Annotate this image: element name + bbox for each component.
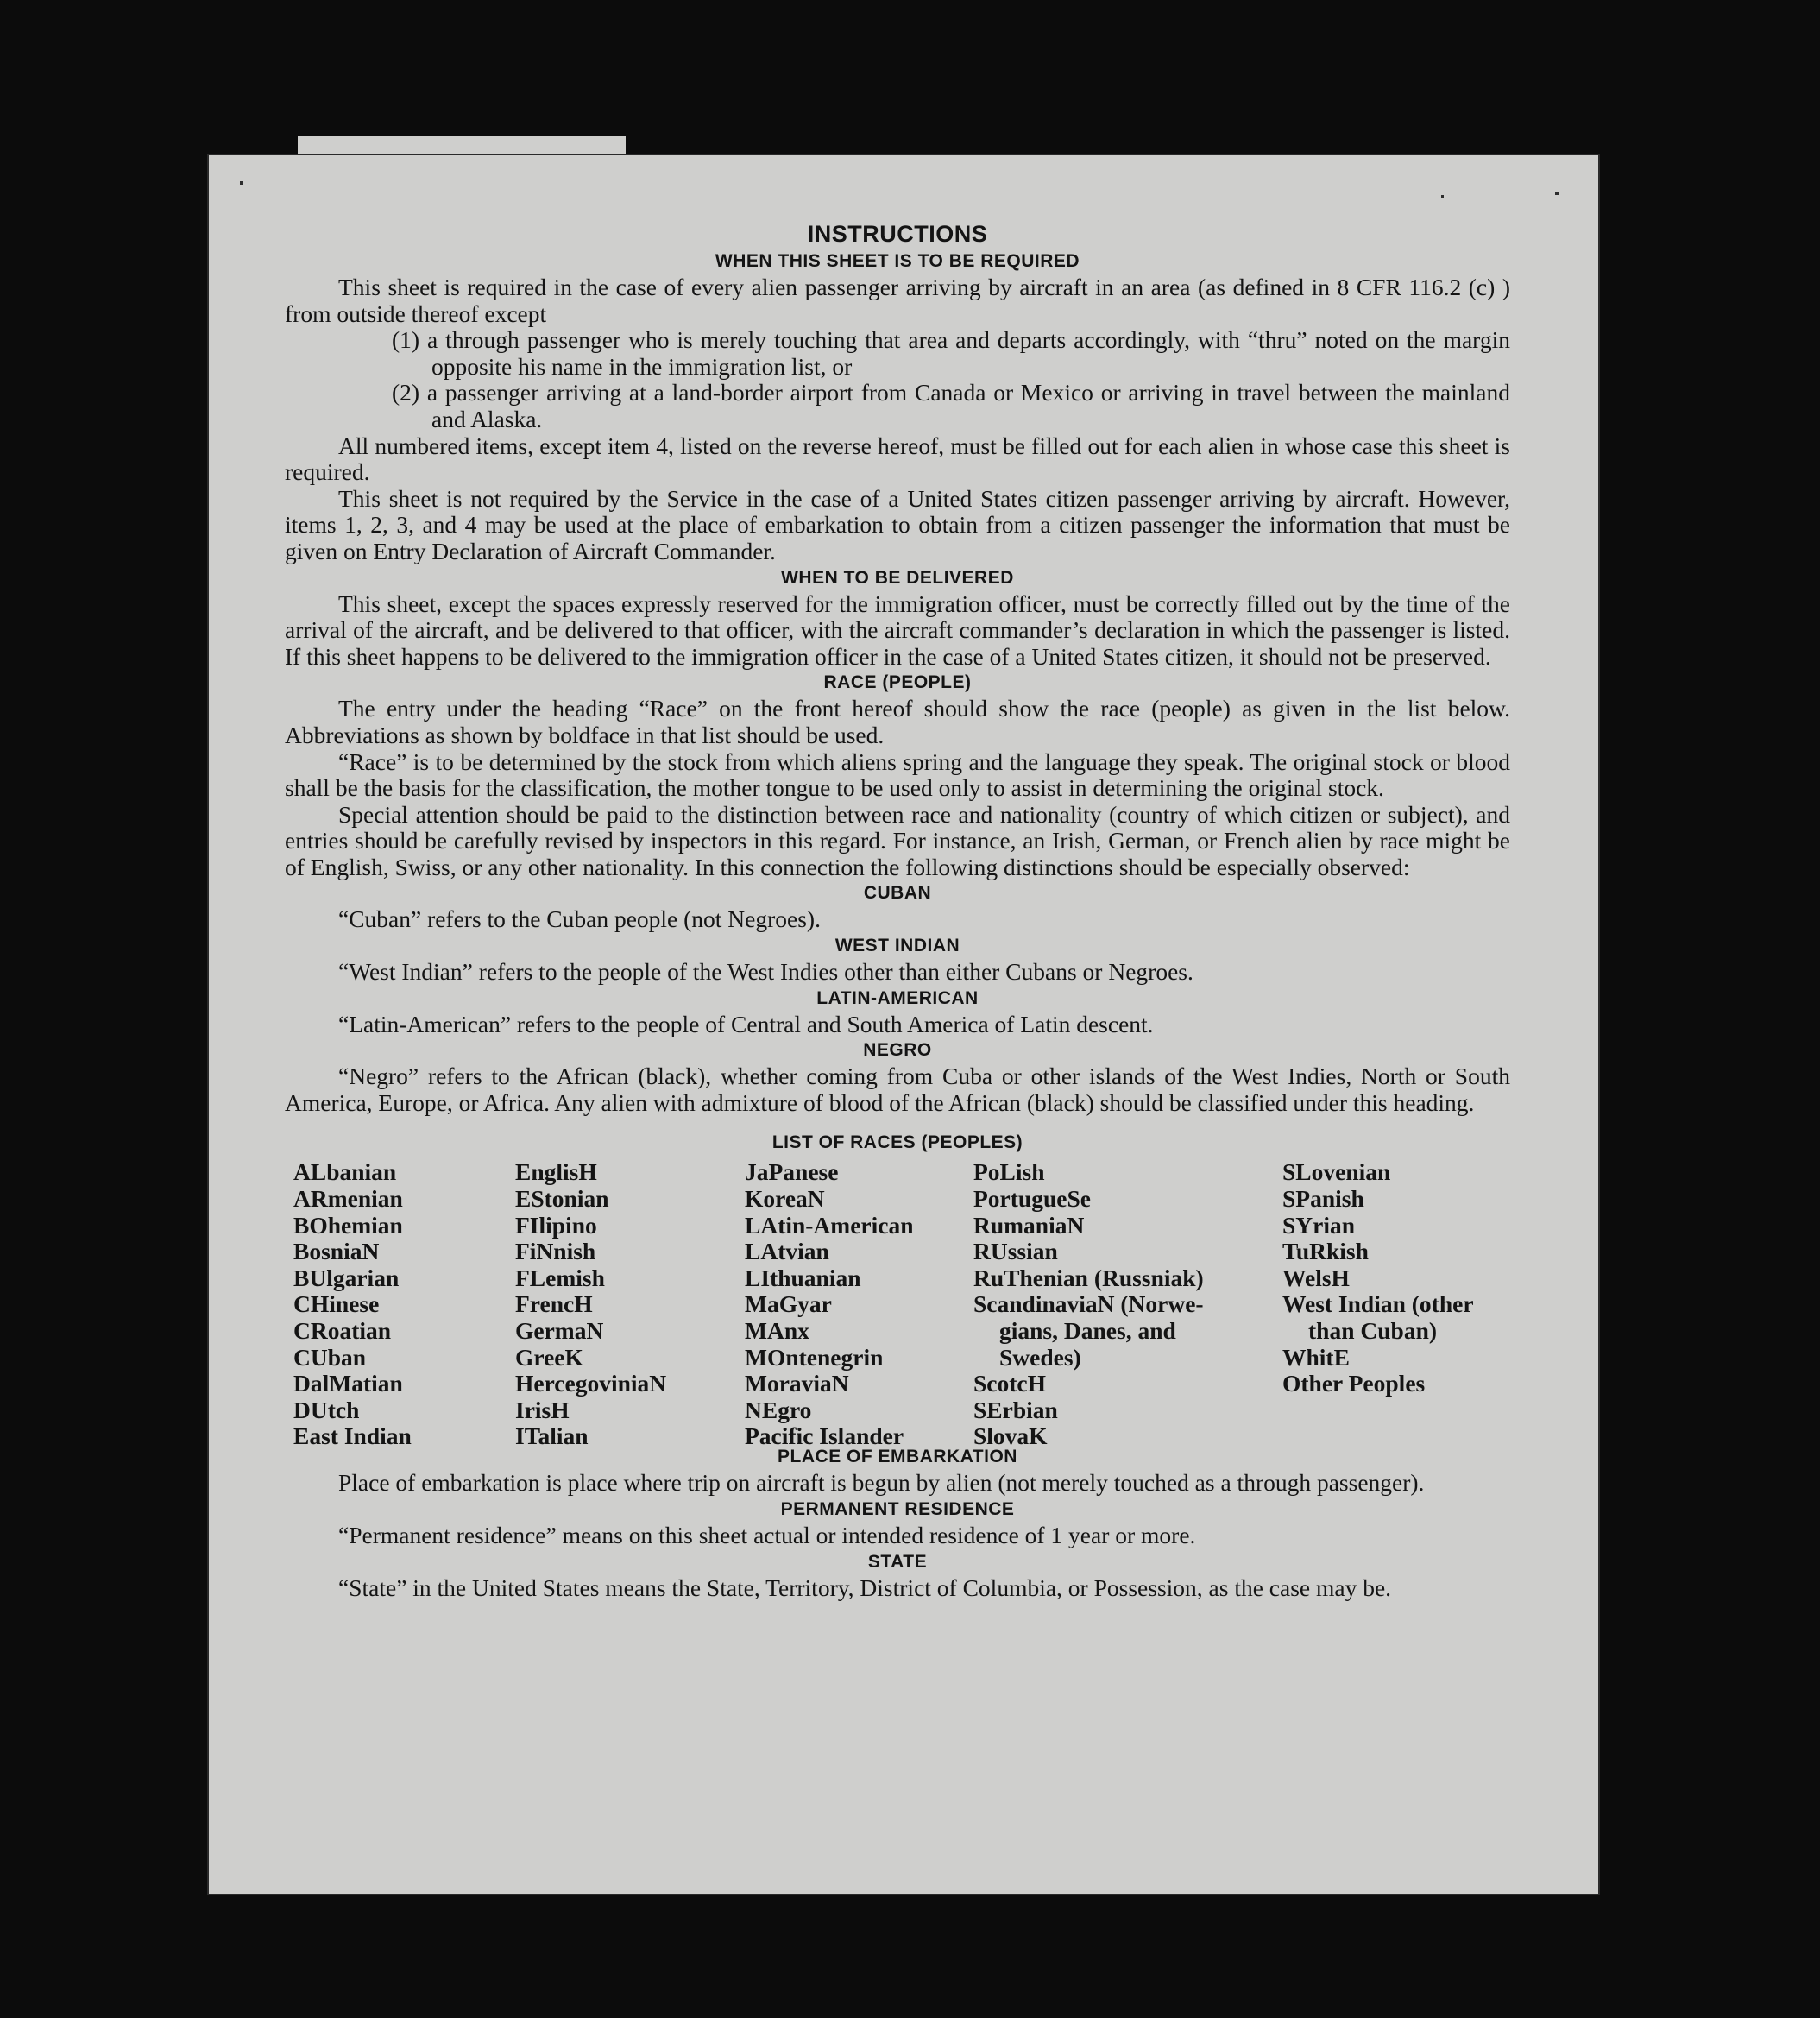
race-entry: East Indian — [293, 1422, 412, 1450]
race-entry: FLemish — [515, 1264, 605, 1291]
race-entry: SPanish — [1282, 1185, 1364, 1213]
race-entry: ALbanian — [293, 1158, 397, 1186]
paragraph: “Permanent residence” means on this sheet actual or intended residence of 1 year or more. — [338, 1522, 1196, 1549]
races-column-5 — [1282, 1159, 1474, 1397]
race-entry: GermaN — [515, 1317, 604, 1344]
race-entry: GreeK — [515, 1343, 583, 1371]
paragraph: This sheet is not required by the Service in the case of a United States citizen passenger arriving by aircraft. However, items 1, 2, 3, and 4 may be used at the place of embarkation to obtain from a citizen passenger the information that must be given on Entry Declaration of Aircraft Commander. — [285, 484, 1510, 564]
race-entry: FrencH — [515, 1290, 593, 1318]
race-entry: Other Peoples — [1282, 1370, 1426, 1397]
race-entry: EnglisH — [515, 1158, 597, 1186]
race-entry: CUban — [293, 1343, 367, 1371]
race-entry: MOntenegrin — [745, 1343, 884, 1371]
race-entry: LIthuanian — [745, 1264, 861, 1291]
race-entry: IrisH — [515, 1396, 570, 1423]
race-entry: SLovenian — [1282, 1158, 1391, 1186]
race-entry: MAnx — [745, 1317, 809, 1344]
race-entry: JaPanese — [745, 1158, 839, 1186]
race-entry: NEgro — [745, 1396, 812, 1423]
section-heading-residence: PERMANENT RESIDENCE — [780, 1499, 1015, 1520]
speck — [1441, 195, 1444, 198]
subheading-west-indian: WEST INDIAN — [834, 936, 960, 956]
paragraph: “Race” is to be determined by the stock from which aliens spring and the language they speak. The original stock or blood shall be the basis for the classification, the mother tongue to be used only to assist in determining the original stock. — [285, 747, 1510, 802]
race-entry: PoLish — [973, 1158, 1045, 1186]
paragraph: “State” in the United States means the State, Territory, District of Columbia, or Possession, as the case may be. — [338, 1573, 1392, 1601]
race-entry: BOhemian — [293, 1211, 403, 1239]
race-entry: ScandinaviaN (Norwe- — [973, 1290, 1204, 1318]
race-entry: DalMatian — [293, 1370, 403, 1397]
paragraph: All numbered items, except item 4, listed on the reverse hereof, must be filled out for each alien in whose case this sheet is required. — [285, 432, 1510, 486]
subheading-cuban: CUBAN — [863, 883, 932, 904]
race-entry: MaGyar — [745, 1290, 832, 1318]
race-entry: KoreaN — [745, 1185, 825, 1213]
race-entry: West Indian (other — [1282, 1290, 1474, 1318]
race-entry: DUtch — [293, 1396, 360, 1423]
page-title: INSTRUCTIONS — [807, 221, 988, 247]
races-column-3 — [745, 1159, 914, 1450]
subheading-latin-american: LATIN-AMERICAN — [816, 987, 979, 1008]
race-entry-continued: gians, Danes, and — [999, 1317, 1176, 1344]
race-entry: EStonian — [515, 1185, 609, 1213]
races-table — [285, 1158, 1510, 1450]
races-column-4 — [973, 1159, 1204, 1450]
races-column-1 — [293, 1159, 412, 1450]
paragraph: This sheet is required in the case of every alien passenger arriving by aircraft in an area (as defined in 8 CFR 116.2 (c) ) from outside thereof except — [285, 274, 1510, 327]
paragraph: “West Indian” refers to the people of the West Indies other than either Cubans or Negroes. — [338, 958, 1193, 986]
race-entry: FIlipino — [515, 1211, 597, 1239]
list-item-1: (1) a through passenger who is merely touching that area and departs accordingly, with “thru” noted on the margin opposite his name in the immigration list, or — [392, 326, 1510, 380]
race-entry: HercegoviniaN — [515, 1370, 667, 1397]
race-entry: RUssian — [973, 1238, 1058, 1265]
race-entry: SErbian — [973, 1396, 1058, 1423]
section-heading-race: RACE (PEOPLE) — [823, 672, 972, 693]
paragraph: This sheet, except the spaces expressly reserved for the immigration officer, must be correctly filled out by the time of the arrival of the aircraft, and be delivered to that officer, with the aircraft commander’s declaration in which the passenger is listed. If this sheet happens to be delivered to the immigration officer in the case of a United States citizen, it should not be preserved. — [285, 590, 1510, 670]
document-sheet — [207, 154, 1600, 1895]
race-entry: MoraviaN — [745, 1370, 849, 1397]
race-entry: LAtin-American — [745, 1211, 914, 1239]
race-entry: TuRkish — [1282, 1238, 1369, 1265]
race-entry: RumaniaN — [973, 1211, 1085, 1239]
section-heading-list-of-races: LIST OF RACES (PEOPLES) — [771, 1132, 1023, 1153]
paragraph: “Negro” refers to the African (black), whether coming from Cuba or other islands of the West Indies, North or South America, Europe, or Africa. Any alien with admixture of blood of the African (black) should be classified under this heading. — [285, 1063, 1510, 1116]
race-entry: Pacific Islander — [745, 1422, 904, 1450]
paragraph: “Cuban” refers to the Cuban people (not Negroes). — [338, 905, 821, 933]
race-entry: CHinese — [293, 1290, 380, 1318]
section-heading-embarkation: PLACE OF EMBARKATION — [778, 1447, 1017, 1467]
race-entry: ARmenian — [293, 1185, 403, 1213]
race-entry: PortugueSe — [973, 1185, 1091, 1213]
race-entry: FiNnish — [515, 1238, 596, 1265]
races-column-2 — [515, 1159, 666, 1450]
race-entry-continued: than Cuban) — [1308, 1317, 1438, 1344]
race-entry: SlovaK — [973, 1422, 1048, 1450]
race-entry: SYrian — [1282, 1211, 1356, 1239]
speck — [240, 181, 243, 185]
paragraph: Place of embarkation is place where trip on aircraft is begun by alien (not merely touched as a through passenger). — [338, 1469, 1425, 1497]
race-entry: WhitE — [1282, 1343, 1350, 1371]
race-entry: BosniaN — [293, 1238, 380, 1265]
race-entry: CRoatian — [293, 1317, 392, 1344]
list-item-2: (2) a passenger arriving at a land-border airport from Canada or Mexico or arriving in travel between the mainland and Alaska. — [392, 379, 1510, 432]
speck — [1555, 192, 1559, 195]
race-entry: ScotcH — [973, 1370, 1047, 1397]
section-heading-state: STATE — [867, 1551, 928, 1572]
race-entry: RuThenian (Russniak) — [973, 1264, 1204, 1291]
race-entry: BUlgarian — [293, 1264, 400, 1291]
race-entry: ITalian — [515, 1422, 589, 1450]
paragraph: The entry under the heading “Race” on the front hereof should show the race (people) as given in the list below. Abbreviations as shown by boldface in that list should be used. — [285, 695, 1510, 748]
paragraph: “Latin-American” refers to the people of Central and South America of Latin descent. — [338, 1010, 1154, 1037]
instructions-body — [285, 219, 1510, 1601]
race-entry-continued: Swedes) — [999, 1343, 1081, 1371]
section-heading-required: WHEN THIS SHEET IS TO BE REQUIRED — [715, 251, 1080, 271]
paragraph: Special attention should be paid to the distinction between race and nationality (country of which citizen or subject), and entries should be carefully revised by inspectors in this regard. For instance, an Irish, German, or French alien by race might be of English, Swiss, or any other nationality. In this connection the following distinctions should be especially observed: — [285, 800, 1510, 880]
subheading-negro: NEGRO — [863, 1040, 932, 1061]
race-entry: WelsH — [1282, 1264, 1350, 1291]
section-heading-delivered: WHEN TO BE DELIVERED — [781, 567, 1014, 588]
race-entry: LAtvian — [745, 1238, 829, 1265]
